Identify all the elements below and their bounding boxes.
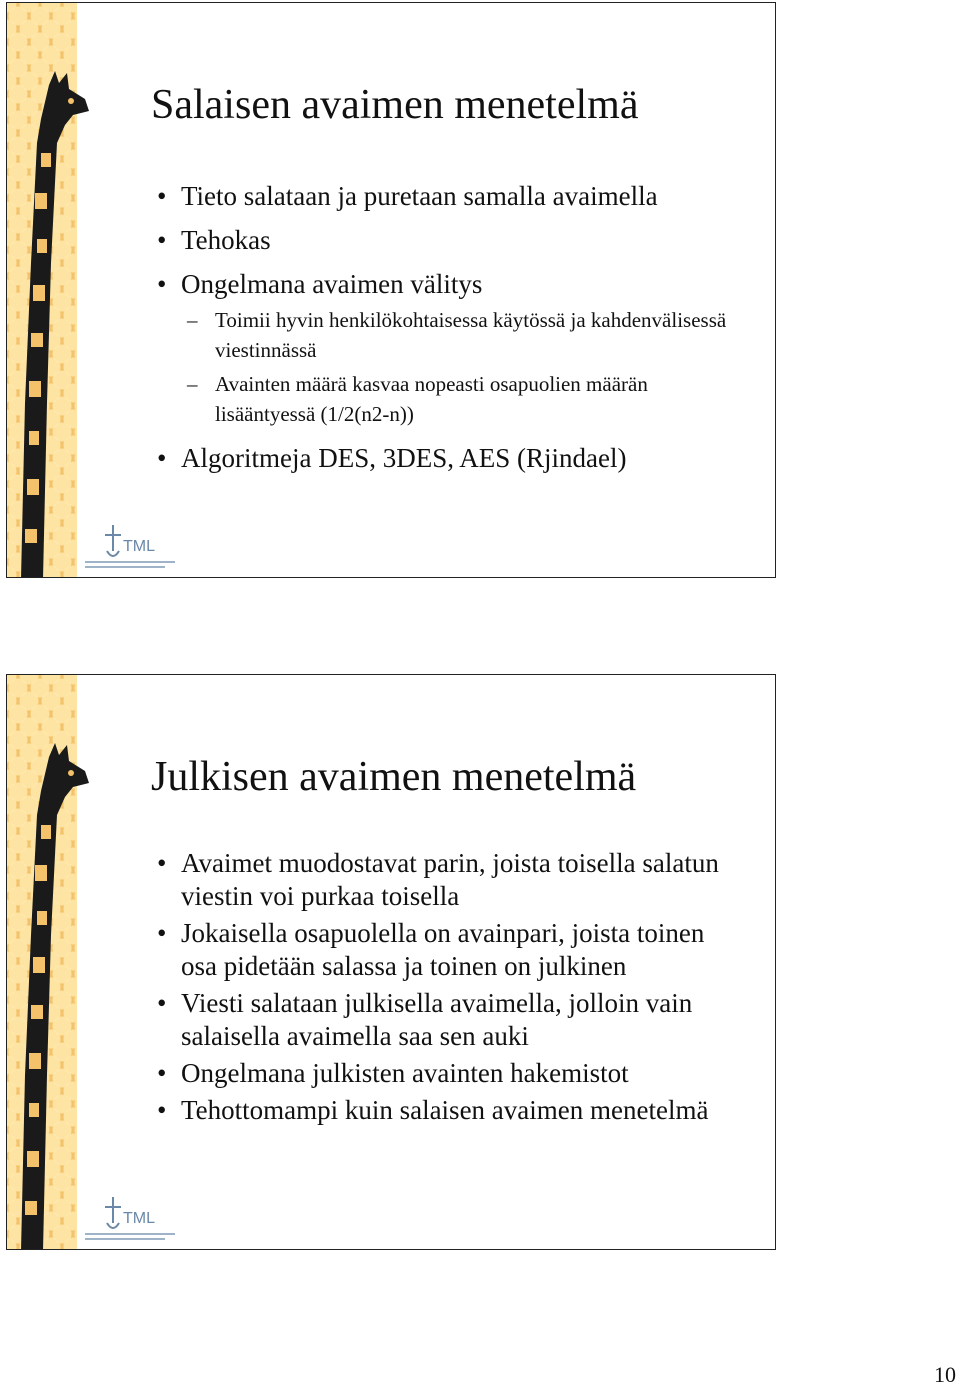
slide-title: Julkisen avaimen menetelmä (151, 754, 637, 800)
bullet-item (157, 1094, 735, 1127)
bullet-item (157, 267, 735, 301)
dash-icon: – (187, 372, 198, 396)
bullet-text: Algoritmeja DES, 3DES, AES (Rjindael) (181, 443, 627, 473)
bullet-item (157, 987, 735, 1053)
giraffe-illustration (7, 63, 97, 578)
bullet-text: Tehottomampi kuin salaisen avaimen menetelmä (181, 1095, 709, 1125)
bullet-icon: • (157, 443, 167, 473)
bullet-text: Tehokas (181, 225, 271, 255)
giraffe-illustration (7, 735, 97, 1250)
page-number: 10 (934, 1362, 956, 1387)
bullet-item (157, 441, 735, 475)
tml-logo (81, 1193, 181, 1245)
sub-bullet-item (157, 305, 735, 365)
bullet-list (157, 847, 735, 1131)
bullet-icon: • (157, 225, 167, 255)
bullet-list (157, 179, 735, 485)
tml-logo (81, 521, 181, 573)
bullet-icon: • (157, 181, 167, 211)
sub-bullet-text: Avainten määrä kasvaa nopeasti osapuolien määrän lisääntyessä (1/2(n2-n)) (215, 372, 648, 426)
bullet-item (157, 223, 735, 257)
bullet-text: Tieto salataan ja puretaan samalla avaimella (181, 181, 658, 211)
bullet-icon: • (157, 918, 167, 948)
bullet-item (157, 179, 735, 213)
bullet-icon: • (157, 988, 167, 1018)
bullet-item (157, 847, 735, 913)
slide-1 (6, 2, 776, 578)
slide-2 (6, 674, 776, 1250)
bullet-icon: • (157, 848, 167, 878)
bullet-icon: • (157, 269, 167, 299)
bullet-item (157, 917, 735, 983)
slide-title: Salaisen avaimen menetelmä (151, 82, 639, 128)
bullet-text: Ongelmana julkisten avainten hakemistot (181, 1058, 629, 1088)
bullet-text: Viesti salataan julkisella avaimella, jolloin vain salaisella avaimella saa sen auki (181, 988, 693, 1051)
sub-bullet-item (157, 369, 735, 429)
bullet-icon: • (157, 1095, 167, 1125)
bullet-text: Jokaisella osapuolella on avainpari, joista toinen osa pidetään salassa ja toinen on julkinen (181, 918, 705, 981)
svg-text:TML: TML (123, 1210, 155, 1227)
svg-text:TML: TML (123, 538, 155, 555)
dash-icon: – (187, 308, 198, 332)
bullet-text: Avaimet muodostavat parin, joista toisella salatun viestin voi purkaa toisella (181, 848, 719, 911)
bullet-item (157, 1057, 735, 1090)
bullet-text: Ongelmana avaimen välitys (181, 269, 483, 299)
bullet-icon: • (157, 1058, 167, 1088)
sub-bullet-text: Toimii hyvin henkilökohtaisessa käytössä ja kahdenvälisessä viestinnässä (215, 308, 727, 362)
